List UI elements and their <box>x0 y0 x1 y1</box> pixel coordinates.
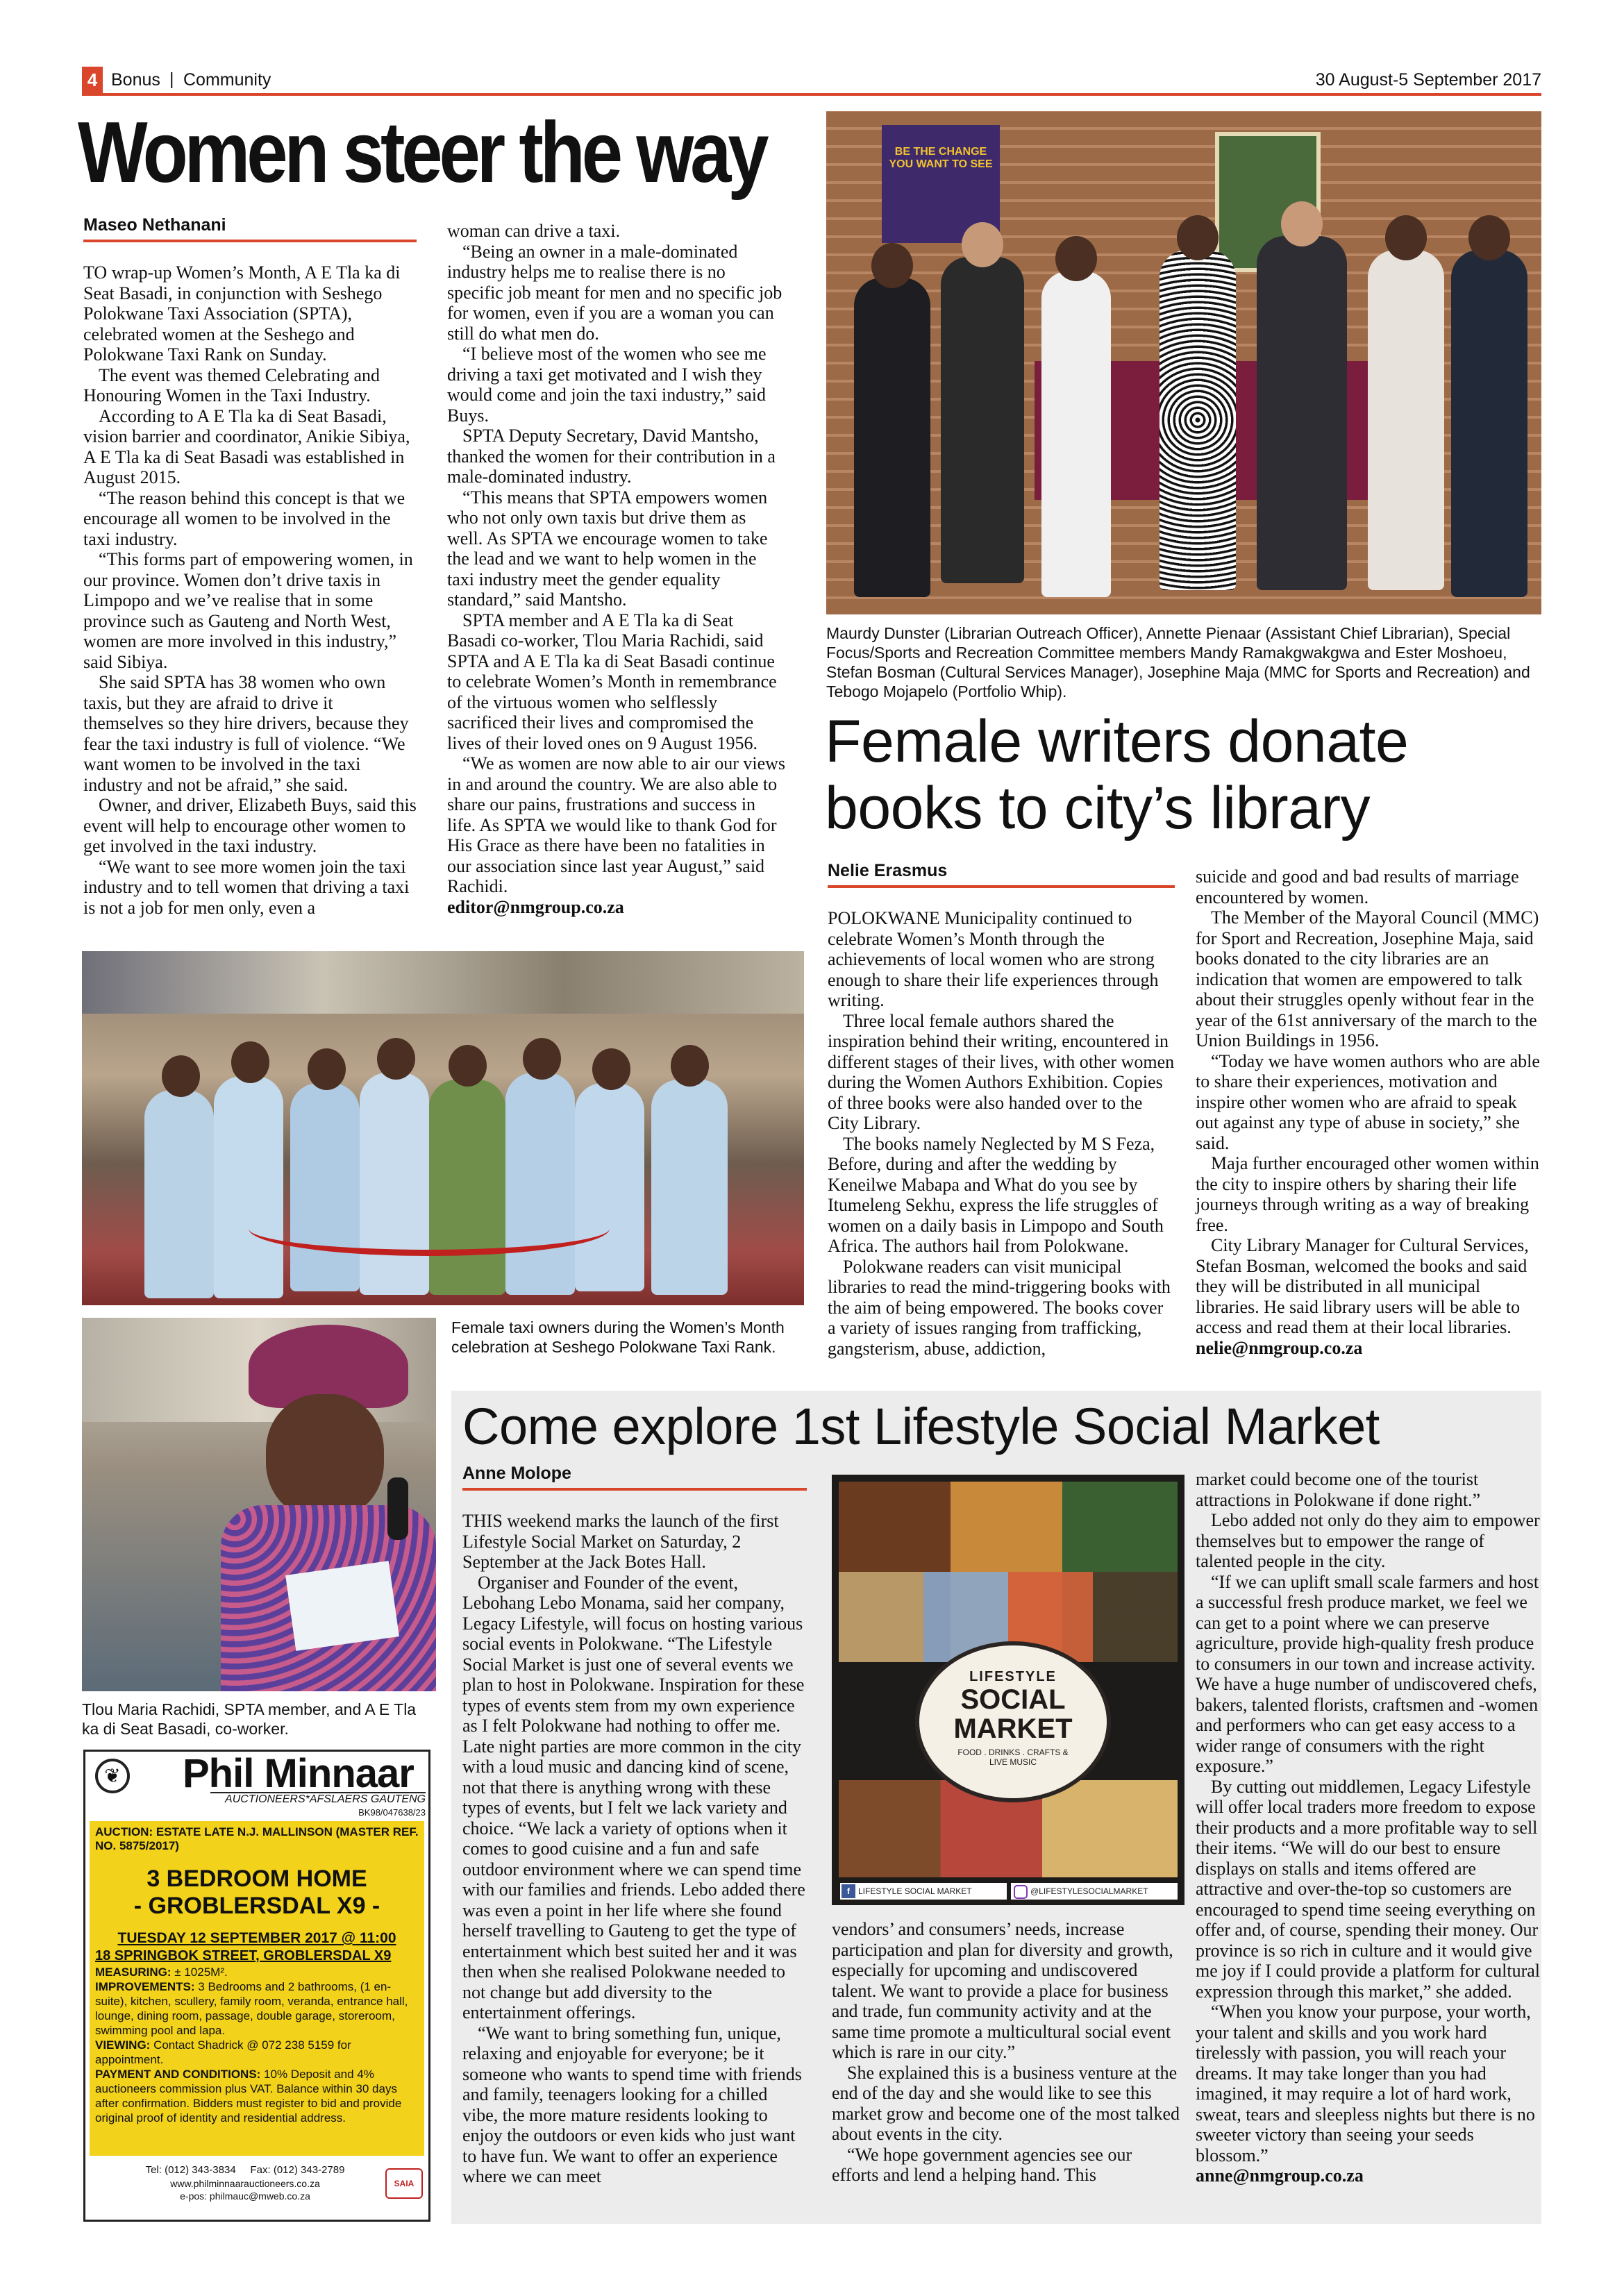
article2-paragraph: Three local female authors shared the inspiration behind their writing, encountered in different stages of their lives, with other women during the Women Authors Exhibition. Copies of three books were also handed over to the City Library. <box>828 1010 1175 1133</box>
photo-figure <box>575 1083 644 1291</box>
photo-rope <box>249 1201 610 1256</box>
photo-figure <box>854 278 930 597</box>
poster-title: LIFESTYLE <box>969 1669 1057 1684</box>
photo-figure <box>505 1073 575 1295</box>
advert-email[interactable]: e-pos: philmauc@mweb.co.za <box>180 2190 310 2202</box>
article1-paragraph: “This means that SPTA empowers women who not only own taxis but drive them as well. As SPTA we encourage women to take the lead and we want to help women in the taxi industry meet the gender equality standard,” said Mantsho. <box>447 487 768 610</box>
article3-paragraph: “We hope government agencies see our efforts and lend a helping hand. This <box>832 2144 1132 2185</box>
photo-face <box>592 1048 630 1090</box>
library-donation-photo <box>826 111 1541 614</box>
author-email[interactable]: editor@nmgroup.co.za <box>447 896 624 917</box>
photo-tent <box>82 951 804 1014</box>
byline-nelie: Nelie Erasmus <box>828 861 1175 888</box>
issue-date: 30 August-5 September 2017 <box>1315 70 1541 90</box>
photo-face <box>871 243 913 288</box>
market-poster <box>832 1475 1184 1905</box>
caption-library: Maurdy Dunster (Librarian Outreach Officer), Annette Pienaar (Assistant Chief Librarian), Special Focus/Sports and Recreation Committee members Mandy Ramakgwakgwa and Ester Moshoeu, Stefan Bosman (Cultural Services Manager), Josephine Maja (MMC for Sports and Recreation) and Tebogo Mojapelo (Portfolio Whip). <box>826 624 1530 701</box>
article1-paragraph: “We as women are now able to air our views in and around the country. We are also able to share our pains, frustrations and success in life. As SPTA we would like to thank God for His Grace as there have been no fatalities in our association since last year August,” said Rachidi. <box>447 753 786 896</box>
caption-taxi-owners: Female taxi owners during the Women’s Month celebration at Seshego Polokwane Taxi Rank. <box>451 1318 785 1356</box>
article1-paragraph: Owner, and driver, Elizabeth Buys, said this event will help to encourage other women to get involved in the taxi industry. <box>83 795 417 856</box>
advert-reg: BK98/047638/23 <box>358 1807 426 1818</box>
article3-paragraph: Lebo added not only do they aim to empower themselves but to empower the range of talented people in the city. <box>1196 1510 1540 1571</box>
photo-face <box>1468 215 1510 260</box>
advert-company: Phil Minnaar <box>183 1751 414 1796</box>
article1-paragraph: SPTA Deputy Secretary, David Mantsho, thanked the women for their contribution in a male-dominated industry. <box>447 426 776 487</box>
article1-paragraph: TO wrap-up Women’s Month, A E Tla ka di Seat Basadi, in conjunction with Seshego Polokwane Taxi Association (SPTA), celebrated women at the Seshego and Polokwane Taxi Rank on Sunday. <box>83 262 401 364</box>
photo-figure <box>429 1080 505 1295</box>
byline-anne: Anne Molope <box>462 1464 807 1491</box>
header-rule <box>82 93 1541 96</box>
article1-paragraph: According to A E Tla ka di Seat Basadi, vision barrier and coordinator, Anikie Sibiya, A E Tla ka di Seat Basadi was established in August 2015. <box>83 405 410 487</box>
article3-paragraph: Organiser and Founder of the event, Lebohang Lebo Monama, said her company, Legacy Lifestyle, will focus on hosting various social events in Polokwane. “The Lifestyle Social Market is just one of several events we plan to host in Polokwane. Inspiration for these types of events stem from my own experience as I felt Polokwane had nothing to offer me. Late night parties are more common in the city with a loud music and dancing kind of scene, not that there is anything wrong with these types of events, but I felt we lack variety and choice. “We lack a variety of options when it comes to good cuisine and a fun and safe outdoor environment where we can spend time with our families and friends. Lebo added there was even a point in her life where she found herself travelling to Gauteng to get the type of entertainment which best suited her and it was then when she realised Polokwane needed to not change but add diversity to the entertainment offerings. <box>462 1572 805 2022</box>
auction-advert <box>83 1750 430 2222</box>
photo-face <box>449 1045 487 1087</box>
article3-paragraph: “If we can uplift small scale farmers and host a successful fresh produce market, we feel we can get to a point where we can preserve agriculture, provide high-quality fresh produce to consumers in our town and increase activity. We have a huge number of undiscovered chefs, bakers, talented florists, craftsmen and -women and performers who can get easy access to a wider range of consumers with the right exposure.” <box>1196 1571 1539 1776</box>
author-email[interactable]: nelie@nmgroup.co.za <box>1196 1337 1363 1358</box>
advert-badge: SAIA <box>385 2168 423 2199</box>
advert-date: TUESDAY 12 SEPTEMBER 2017 @ 11:00 <box>117 1930 396 1946</box>
article1-col1 <box>83 262 417 918</box>
photo-face <box>1385 215 1427 260</box>
section-label: Bonus <box>111 70 160 90</box>
advert-body <box>90 1821 424 2156</box>
photo-face <box>1055 236 1097 281</box>
article2-paragraph: “Today we have women authors who are able to share their experiences, motivation and inspire other women who are afraid to speak out against any type of abuse in society,” she said. <box>1196 1050 1540 1153</box>
advert-detail-label: PAYMENT AND CONDITIONS: <box>95 2068 261 2081</box>
article2-paragraph: Polokwane readers can visit municipal libraries to read the mind-triggering books with the aim of being empowered. The books cover a variety of issues ranging from trafficking, gangsterism, abuse, addiction, <box>828 1256 1171 1359</box>
photo-figure <box>651 1080 728 1295</box>
article3-col3 <box>1196 1469 1541 2186</box>
advert-detail <box>95 1965 419 1979</box>
article2-paragraph: The books namely Neglected by M S Feza, Before, during and after the wedding by Keneilwe Mabapa and What do you see by Itumeleng Sekhu, express the life struggles of women on a daily basis in Limpopo and South Africa. The authors hail from Polokwane. <box>828 1133 1164 1256</box>
photo-figure <box>1160 250 1236 590</box>
poster-title: SOCIAL <box>960 1684 1066 1715</box>
headline-women-steer: Women steer the way <box>78 105 766 201</box>
poster-tagline: FOOD . DRINKS . CRAFTS & LIVE MUSIC <box>957 1748 1069 1767</box>
byline-maseo: Maseo Nethanani <box>83 215 417 242</box>
photo-face <box>671 1045 709 1087</box>
advert-detail-label: IMPROVEMENTS: <box>95 1980 195 1993</box>
photo-figure <box>941 257 1024 583</box>
taxi-owners-photo <box>82 951 804 1305</box>
advert-tel: Tel: (012) 343-3834 Fax: (012) 343-2789 <box>145 2164 345 2176</box>
advert-detail-text: ± 1025M². <box>171 1966 228 1979</box>
poster-facebook-label: LIFESTYLE SOCIAL MARKET <box>858 1886 972 1896</box>
photo-figure <box>1041 271 1111 597</box>
article1-paragraph: SPTA member and A E Tla ka di Seat Basadi co-worker, Tlou Maria Rachidi, said SPTA and A E Tla ka di Seat Basadi continue to celebrate Women’s Month in remembrance of the virtuous women who selflessly sacrificed their lives and compromised the lives of their loved ones on 9 August 1956. <box>447 610 777 753</box>
article3-col1 <box>462 1511 807 2187</box>
photo-figure <box>1257 236 1347 590</box>
photo-figure <box>1451 250 1527 597</box>
poster-instagram-label: @LIFESTYLESOCIALMARKET <box>1030 1886 1148 1896</box>
article1-paragraph: She said SPTA has 38 women who own taxis, but they are afraid to drive it themselves so they hire drivers, because they fear the taxi industry is full of violence. “We want women to be involved in the taxi industry and not be afraid,” she said. <box>83 672 409 795</box>
advert-headline: 3 BEDROOM HOME <box>147 1866 367 1892</box>
advert-details <box>95 1965 419 2125</box>
poster-title: MARKET <box>953 1713 1073 1744</box>
advert-headline: - GROBLERSDAL X9 - <box>133 1893 380 1919</box>
photo-face <box>962 222 1003 267</box>
poster-facebook[interactable] <box>840 1883 1007 1900</box>
section-separator: | <box>169 69 174 89</box>
article1-paragraph: “We want to see more women join the taxi industry and to tell women that driving a taxi is not a job for men only, even a <box>83 856 410 918</box>
photo-face <box>162 1055 200 1097</box>
article1-paragraph: “The reason behind this concept is that we encourage all women to be involved in the taxi industry. <box>83 487 405 549</box>
article2-paragraph: POLOKWANE Municipality continued to celebrate Women’s Month through the achievements of local women who are strong enough to share their life experiences through writing. <box>828 908 1159 1010</box>
advert-detail-label: MEASURING: <box>95 1966 171 1979</box>
poster-instagram[interactable] <box>1011 1883 1178 1900</box>
photo-figure <box>290 1083 360 1291</box>
advert-logo-icon: ❦ <box>95 1759 130 1793</box>
page-header <box>82 67 1541 94</box>
advert-detail-text: 3 Bedrooms and 2 bathrooms, (1 en-suite), kitchen, scullery, family room, veranda, entrance hall, lounge, dining room, passage, double garage, storeroom, swimming pool and lapa. <box>95 1980 408 2037</box>
photo-figure <box>214 1076 283 1298</box>
article1-paragraph: woman can drive a taxi. <box>447 221 621 241</box>
instagram-icon <box>1014 1885 1028 1899</box>
article1-paragraph: The event was themed Celebrating and Honouring Women in the Taxi Industry. <box>83 364 380 405</box>
page-number: 4 <box>82 67 103 93</box>
article3-paragraph: By cutting out middlemen, Legacy Lifestyle will offer local traders more freedom to expose their products and a more profitable way to sell their items. “We will do our best to ensure displays on stalls and items offered are attractive and over-the-top so customers are encouraged to spend time seeing everything on offer and, of course, spending their money. Our province is so rich in culture and it would give me joy if I could provide a platform for cultural expression through this market,” she added. <box>1196 1776 1541 2002</box>
photo-figure <box>360 1073 429 1295</box>
advert-website[interactable]: www.philminnaarauctioneers.co.za <box>170 2178 320 2189</box>
rachidi-photo <box>82 1318 436 1691</box>
article3-col2 <box>832 1919 1182 2186</box>
photo-face <box>1281 201 1323 246</box>
banner-text: BE THE CHANGE <box>894 146 987 158</box>
article3-paragraph: market could become one of the tourist attractions in Polokwane if done right.” <box>1196 1469 1481 1510</box>
headline-lifestyle-market: Come explore 1st Lifestyle Social Market <box>462 1398 1380 1455</box>
article1-col2 <box>447 221 786 917</box>
photo-figure <box>1368 250 1444 590</box>
article3-paragraph: She explained this is a business venture at the end of the day and she would like to see this market grow and become one of the most talked about events in the city. <box>832 2062 1180 2144</box>
advert-detail <box>95 2038 419 2067</box>
article2-paragraph: Maja further encouraged other women within the city to inspire others by sharing their life journeys through writing as a way of breaking free. <box>1196 1153 1539 1235</box>
article2-col2 <box>1196 866 1543 1358</box>
photo-face <box>523 1038 561 1080</box>
article3-paragraph: THIS weekend marks the launch of the first Lifestyle Social Market on Saturday, 2 September at the Jack Botes Hall. <box>462 1511 779 1572</box>
photo-face <box>1177 215 1219 260</box>
subsection-label: Community <box>183 70 271 90</box>
article1-paragraph: “Being an owner in a male-dominated industry helps me to realise there is no specific job meant for men and no specific job for women, even if you are a woman you can still do what men do. <box>447 241 782 344</box>
author-email[interactable]: anne@nmgroup.co.za <box>1196 2165 1364 2186</box>
article3-paragraph: “When you know your purpose, your worth, your talent and skills and you work hard tirelessly with passion, you will reach your dreams. It may take longer than you had imagined, it may require a lot of hard work, sweat, tears and sleepless nights but there is no sweeter victory than seeing your seeds blossom.” <box>1196 2002 1535 2165</box>
article1-paragraph: “This forms part of empowering women, in our province. Women don’t drive taxis in Limpopo and we’ve realise that in some province such as Gauteng and North West, women are more involved in this industry,” said Sibiya. <box>83 549 413 672</box>
photo-face <box>377 1038 415 1080</box>
advert-detail <box>95 2067 419 2125</box>
article3-paragraph: vendors’ and consumers’ needs, increase participation and plan for diversity and growth, especially for upcoming and undiscovered talent. We want to provide a place for business and trade, fun community activity and at the same time promote a multicultural social event which is rare in our city.” <box>832 1919 1173 2062</box>
photo-face <box>308 1048 346 1090</box>
photo-microphone <box>387 1477 408 1540</box>
article3-paragraph: “We want to bring something fun, unique, relaxing and enjoyable for everyone; be it someone who wants to spend time with friends and family, teenagers looking for a chilled vibe, the more mature residents looking to enjoy the outdoors or even kids who just want to have fun. We want to offer an experience where we can meet <box>462 2022 802 2186</box>
advert-auction: AUCTION: ESTATE LATE N.J. MALLINSON (MASTER REF. NO. 5875/2017) <box>95 1825 419 1852</box>
advert-subtitle: AUCTIONEERS*AFSLAERS GAUTENG <box>210 1792 426 1806</box>
photo-face <box>266 1394 384 1519</box>
photo-face <box>231 1041 269 1083</box>
headline-female-writers: Female writers donate books to city’s library <box>825 708 1409 841</box>
poster-badge <box>915 1641 1111 1802</box>
article2-col1 <box>828 908 1175 1359</box>
advert-detail-text: Contact Shadrick @ 072 238 5159 for appointment. <box>95 2038 351 2066</box>
article2-paragraph: suicide and good and bad results of marriage encountered by women. <box>1196 866 1519 907</box>
banner-text: YOU WANT TO SEE <box>889 158 993 170</box>
facebook-icon: f <box>842 1884 855 1898</box>
advert-address: 18 SPRINGBOK STREET, GROBLERSDAL X9 <box>95 1948 392 1963</box>
photo-figure <box>144 1090 214 1298</box>
advert-detail-text: 10% Deposit and 4% auctioneers commission plus VAT. Balance within 30 days after confirmation. Bidders must register to bid and provide original proof of identity and residential address. <box>95 2068 402 2125</box>
caption-rachidi: Tlou Maria Rachidi, SPTA member, and A E Tla ka di Seat Basadi, co-worker. <box>82 1700 417 1738</box>
photo-paper <box>285 1561 399 1651</box>
article2-paragraph: City Library Manager for Cultural Services, Stefan Bosman, welcomed the books and said they will be distributed in all municipal libraries. He said library users will be able to access and read them at their local libraries. <box>1196 1235 1529 1337</box>
article1-paragraph: “I believe most of the women who see me driving a taxi get motivated and I wish they would come and join the taxi industry,” said Buys. <box>447 344 767 426</box>
advert-detail-label: VIEWING: <box>95 2038 151 2052</box>
advert-detail <box>95 1979 419 2038</box>
article2-paragraph: The Member of the Mayoral Council (MMC) for Sport and Recreation, Josephine Maja, said books donated to the city libraries are an indication that women are empowered to talk about their struggles openly without fear in the year of the 61st anniversary of the march to the Union Buildings in 1956. <box>1196 907 1539 1050</box>
